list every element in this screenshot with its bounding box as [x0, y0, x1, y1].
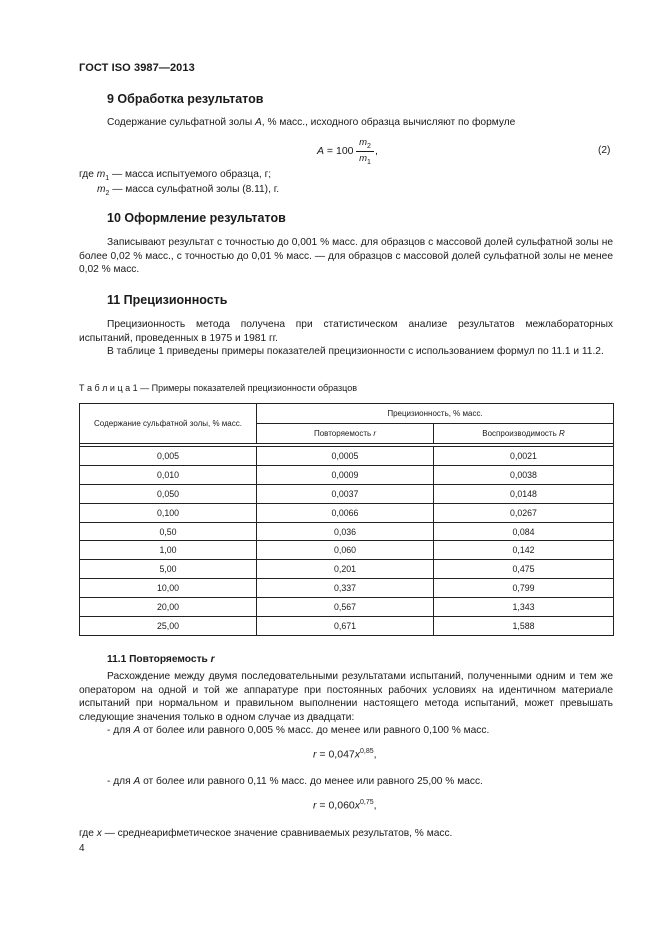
table-row [80, 522, 614, 541]
table-cell: 0,0009 [257, 465, 434, 484]
page-number: 4 [79, 843, 85, 854]
table-cell: 0,671 [257, 617, 434, 636]
precision-table [79, 403, 614, 636]
where-x: где x — среднеарифметическое значение сравниваемых результатов, % масс. [79, 828, 453, 839]
document-code: ГОСТ ISO 3987—2013 [79, 62, 195, 74]
table-cell: 5,00 [80, 560, 257, 579]
table-cell: 1,343 [434, 598, 614, 617]
table-cell: 0,036 [257, 522, 434, 541]
table-row [80, 598, 614, 617]
table-cell: 0,0038 [434, 465, 614, 484]
table-cell: 10,00 [80, 579, 257, 598]
table-cell: 25,00 [80, 617, 257, 636]
table-cell: 0,0148 [434, 484, 614, 503]
table-cell: 1,00 [80, 541, 257, 560]
section-11-1-title: 11.1 Повторяемость r [107, 654, 215, 665]
table-row [80, 541, 614, 560]
table-cell: 0,0267 [434, 503, 614, 522]
section-10-text: Записывают результат с точностью до 0,001 % масс. для образцов с массовой долей сульфатной золы не более 0,02 % масс., с точностью до 0,01 % масс. — для образцов с массовой долей сульфатной золы не менее 0,02 % масс. [79, 237, 613, 275]
table-cell: 0,100 [80, 503, 257, 522]
table-caption: Т а б л и ц а 1 — Примеры показателей прецизионности образцов [79, 383, 358, 393]
section-11-para-2: В таблице 1 приведены примеры показателей прецизионности с использованием формул по 11.1 и 11.2. [107, 346, 604, 357]
table-cell: 0,0005 [257, 447, 434, 466]
table-cell: 0,201 [257, 560, 434, 579]
table-header-reproducibility: Воспроизводимость R [434, 424, 614, 444]
table-cell: 0,060 [257, 541, 434, 560]
table-header-repeatability: Повторяемость r [257, 424, 434, 444]
table-cell: 1,588 [434, 617, 614, 636]
section-11-title: 11 Прецизионность [107, 293, 228, 307]
formula-repeatability-1: $r = 0,047x^{0,85}$, [313, 748, 377, 761]
case-2: - для A от более или равного 0,11 % масс. до менее или равного 25,00 % масс. [107, 776, 483, 787]
formula-repeatability-2: $r = 0,060x^{0,75}$, [313, 799, 377, 812]
table-header-content: Содержание сульфатной золы, % масс. [80, 404, 257, 444]
table-cell: 0,050 [80, 484, 257, 503]
table-cell: 0,475 [434, 560, 614, 579]
table-cell: 0,799 [434, 579, 614, 598]
table-row [80, 617, 614, 636]
table-cell: 0,084 [434, 522, 614, 541]
where-line-1: где $m_1$ — масса испытуемого образца, г; [79, 169, 272, 183]
table-cell: 0,010 [80, 465, 257, 484]
case-1: - для A от более или равного 0,005 % масс. до менее или равного 0,100 % масс. [107, 725, 490, 736]
table-row [80, 484, 614, 503]
table-cell: 0,337 [257, 579, 434, 598]
formula-2: A = 100 $m_2$ $m_1$ , [317, 137, 378, 166]
table-row [80, 560, 614, 579]
fraction-bar [356, 151, 374, 152]
section-9-intro: Содержание сульфатной золы A, % масс., исходного образца вычисляют по формуле [107, 117, 516, 128]
table-row [80, 447, 614, 466]
table-cell: 0,0021 [434, 447, 614, 466]
section-11-para-1: Прецизионность метода получена при статистическом анализе результатов межлабораторных испытаний, проведенных в 1975 и 1981 гг. [79, 319, 613, 344]
where-line-2: $m_2$ — масса сульфатной золы (8.11), г. [97, 184, 280, 198]
section-9-title: 9 Обработка результатов [107, 92, 264, 106]
table-cell: 0,0037 [257, 484, 434, 503]
table-row [80, 579, 614, 598]
table-cell: 0,005 [80, 447, 257, 466]
table-cell: 0,142 [434, 541, 614, 560]
table-header-precision: Прецизионность, % масс. [257, 404, 614, 424]
section-11-1-para: Расхождение между двумя последовательными результатами испытаний, полученными одним и тем же оператором на одной и той же аппаратуре при постоянных рабочих условиях на идентичном материале испытаний при нормальном и правильном выполнении настоящего метода испытаний, может превышать следующие значения только в одном случае из двадцати: [79, 671, 613, 723]
section-10-title: 10 Оформление результатов [107, 211, 286, 225]
table-cell: 0,50 [80, 522, 257, 541]
table-cell: 0,567 [257, 598, 434, 617]
table-row [80, 503, 614, 522]
table-cell: 20,00 [80, 598, 257, 617]
table-row [80, 465, 614, 484]
table-cell: 0,0066 [257, 503, 434, 522]
formula-2-number: (2) [598, 145, 611, 156]
